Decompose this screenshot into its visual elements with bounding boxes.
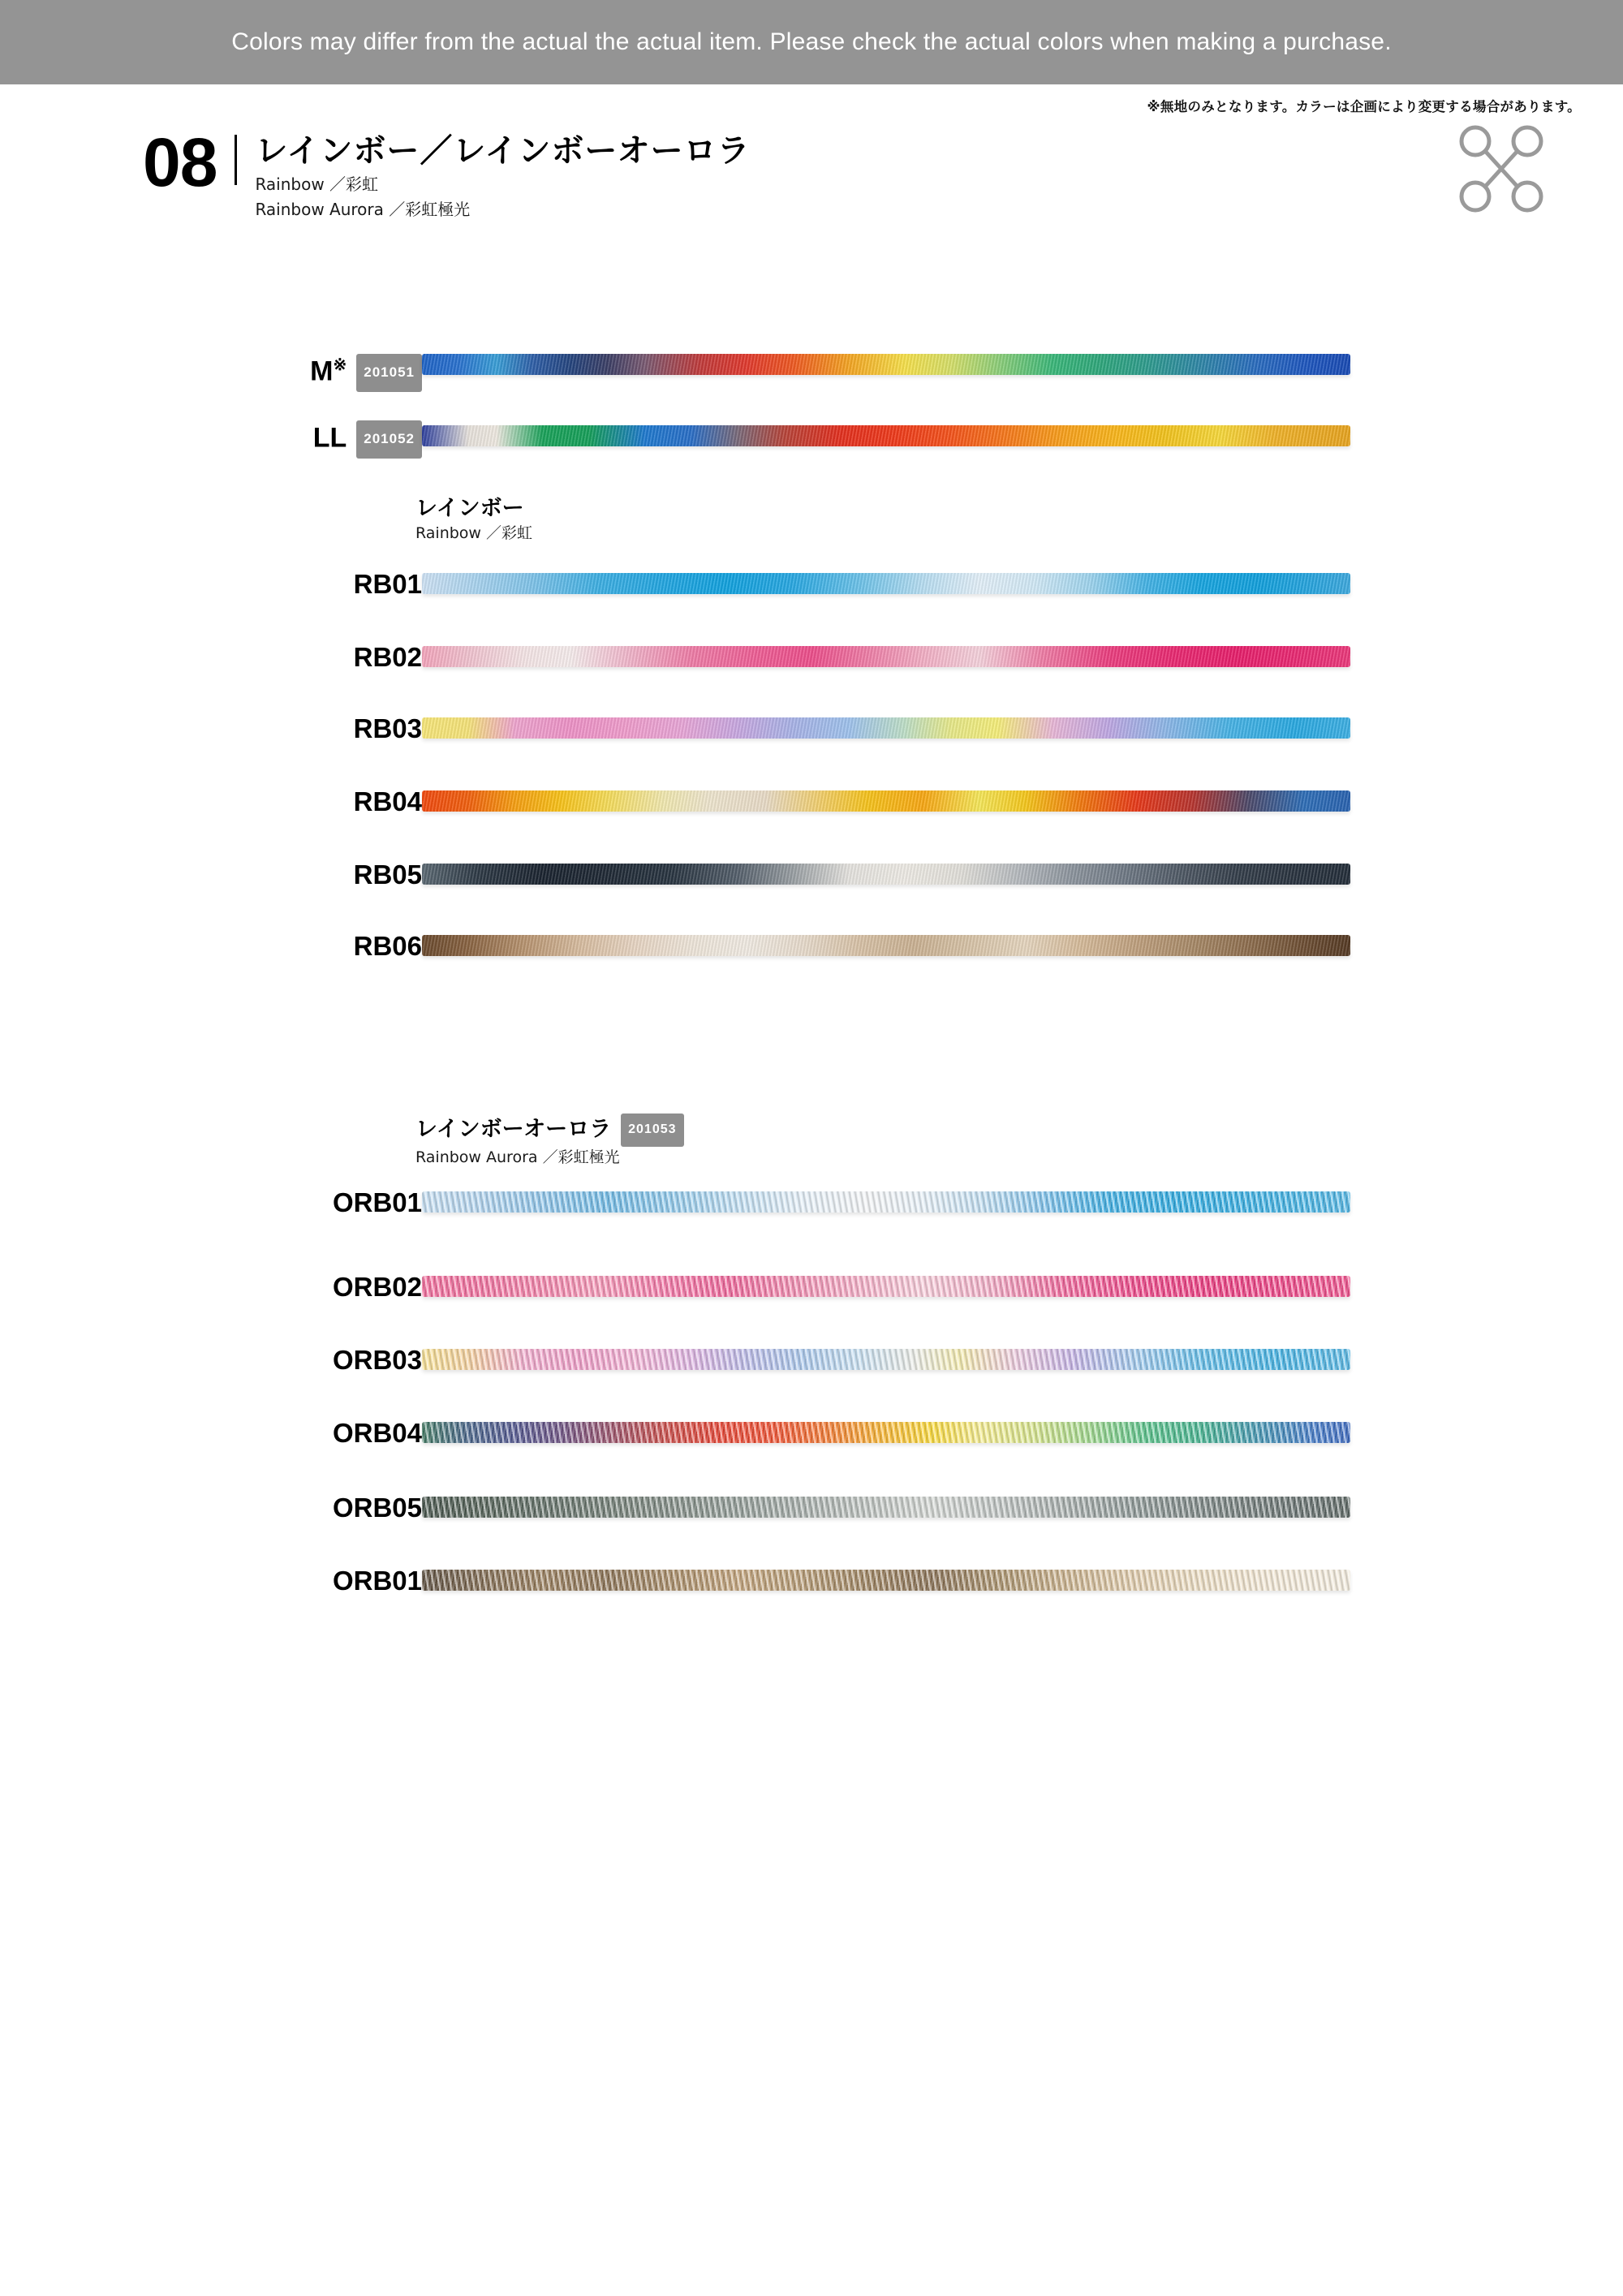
color-row-label — [81, 713, 422, 745]
swatch-label-text: ORB04 — [332, 1418, 422, 1448]
swatch-label-text: RB01 — [353, 569, 422, 599]
group-heading-rainbow — [415, 495, 532, 544]
title-divider — [235, 135, 237, 185]
cord-swatch — [422, 864, 1350, 885]
swatch-label-text: RB06 — [353, 931, 422, 961]
swatch-label-text: ORB05 — [332, 1493, 422, 1523]
group-heading-jp — [415, 495, 532, 523]
banner-text: Colors may differ from the actual the actual item. Please check the actual colors when making a purchase. — [231, 28, 1392, 55]
product-code-chip: 201051 — [356, 354, 422, 392]
swatch-label-text: RB03 — [353, 713, 422, 743]
scissors-icon — [1453, 120, 1550, 218]
cord-swatch — [422, 354, 1350, 375]
swatch-label-text: ORB01 — [332, 1187, 422, 1217]
swatch-row — [0, 568, 1623, 617]
group-heading-en: Rainbow ／彩虹 — [415, 524, 533, 542]
color-row-label — [81, 1187, 422, 1219]
size-row-label — [81, 349, 422, 392]
swatch-row — [0, 1417, 1623, 1466]
swatch-row — [0, 713, 1623, 761]
swatch-label-text: M — [310, 355, 334, 387]
cord-swatch — [422, 717, 1350, 739]
swatch-row — [0, 1492, 1623, 1540]
color-row-label — [81, 1271, 422, 1303]
swatch-row — [0, 420, 1623, 469]
swatch-row — [0, 1344, 1623, 1393]
group-heading-jp-text: レインボーオーロラ — [415, 1117, 612, 1142]
swatch-label-text: ORB03 — [332, 1345, 422, 1375]
cord-swatch — [422, 935, 1350, 956]
swatch-label-text: ORB02 — [332, 1272, 422, 1302]
swatch-label-text: LL — [312, 422, 347, 454]
cord-swatch — [422, 1497, 1350, 1518]
swatch-row — [0, 1187, 1623, 1235]
swatch-row — [0, 1565, 1623, 1613]
swatch-row — [0, 859, 1623, 907]
cord-swatch — [422, 1422, 1350, 1443]
cord-swatch — [422, 1349, 1350, 1370]
color-row-label — [81, 786, 422, 818]
swatch-label-text: RB02 — [353, 642, 422, 672]
color-row-label — [81, 568, 422, 601]
swatch-row — [0, 641, 1623, 690]
group-heading-rainbow-aurora — [415, 1114, 684, 1168]
swatch-label-text: ORB01 — [332, 1566, 422, 1596]
color-row-label — [81, 1492, 422, 1524]
label-asterisk: ※ — [333, 356, 347, 374]
cord-swatch — [422, 1570, 1350, 1591]
cord-swatch — [422, 790, 1350, 812]
group-heading-jp — [415, 1114, 684, 1147]
swatch-row — [0, 930, 1623, 979]
page-title-block — [143, 124, 751, 221]
swatch-label-text: RB05 — [353, 859, 422, 890]
availability-note: ※無地のみとなります。カラーは企画により変更する場合があります。 — [1147, 99, 1581, 114]
color-row-label — [81, 1565, 422, 1597]
color-disclaimer-banner — [0, 0, 1623, 84]
product-code-chip: 201052 — [356, 420, 422, 459]
color-row-label — [81, 859, 422, 891]
group-heading-jp-text: レインボー — [415, 496, 524, 521]
group-code-chip: 201053 — [621, 1114, 683, 1147]
chapter-number: 08 — [143, 124, 217, 200]
color-row-label — [81, 1344, 422, 1376]
cord-swatch — [422, 646, 1350, 667]
swatch-label-text: RB04 — [353, 786, 422, 816]
color-row-label — [81, 641, 422, 674]
cord-swatch — [422, 1191, 1350, 1213]
cord-swatch — [422, 573, 1350, 594]
color-row-label — [81, 1417, 422, 1450]
color-row-label — [81, 930, 422, 963]
cord-swatch — [422, 1276, 1350, 1297]
page-subtitle-line2: Rainbow Aurora ／彩虹極光 — [255, 200, 471, 219]
swatch-row — [0, 786, 1623, 834]
page-subtitle-line1: Rainbow ／彩虹 — [255, 174, 379, 194]
swatch-row — [0, 1271, 1623, 1320]
cord-swatch — [422, 425, 1350, 446]
swatch-row — [0, 349, 1623, 398]
group-heading-en: Rainbow Aurora ／彩虹極光 — [415, 1148, 620, 1166]
page-title: レインボー／レインボーオーロラ — [255, 132, 751, 170]
size-row-label — [81, 420, 422, 459]
